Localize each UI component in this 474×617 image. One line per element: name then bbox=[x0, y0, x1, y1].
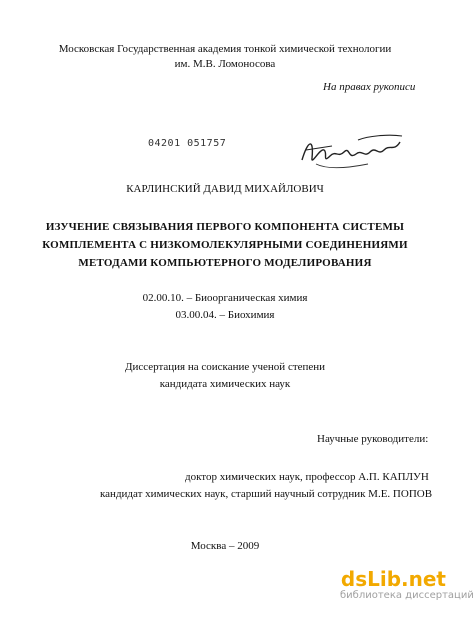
degree-line-1: Диссертация на соискание ученой степени bbox=[124, 361, 326, 373]
thesis-title-line-2: КОМПЛЕМЕНТА С НИЗКОМОЛЕКУЛЯРНЫМИ СОЕДИНЕНИЯМИ bbox=[42, 239, 408, 251]
author-name: КАРЛИНСКИЙ ДАВИД МИХАЙЛОВИЧ bbox=[126, 183, 324, 195]
degree-line-2: кандидата химических наук bbox=[159, 378, 291, 390]
institution-name: Московская Государственная академия тонкой химической технологии bbox=[58, 43, 392, 55]
thesis-title-line-1: ИЗУЧЕНИЕ СВЯЗЫВАНИЯ ПЕРВОГО КОМПОНЕНТА СИСТЕМЫ bbox=[45, 221, 405, 233]
place-and-year: Москва – 2009 bbox=[190, 540, 260, 552]
author-signature bbox=[298, 130, 408, 175]
supervisors-heading: Научные руководители: bbox=[317, 433, 429, 445]
specialty-code-1: 02.00.10. – Биоорганическая химия bbox=[142, 292, 308, 304]
supervisor-1: доктор химических наук, профессор А.П. КАПЛУН bbox=[185, 471, 429, 483]
specialty-code-2: 03.00.04. – Биохимия bbox=[175, 309, 275, 321]
archive-stamp-number: 04201 051757 bbox=[148, 138, 227, 149]
watermark-tagline: библиотека диссертаций bbox=[340, 590, 474, 601]
watermark-brand: dsLib.net bbox=[340, 567, 446, 591]
institution-name-suffix: им. М.В. Ломоносова bbox=[174, 58, 276, 70]
supervisor-2: кандидат химических наук, старший научный сотрудник М.Е. ПОПОВ bbox=[100, 488, 433, 500]
dslib-watermark bbox=[340, 567, 474, 602]
manuscript-rights-note: На правах рукописи bbox=[323, 81, 416, 93]
thesis-title-line-3: МЕТОДАМИ КОМПЬЮТЕРНОГО МОДЕЛИРОВАНИЯ bbox=[78, 257, 372, 269]
